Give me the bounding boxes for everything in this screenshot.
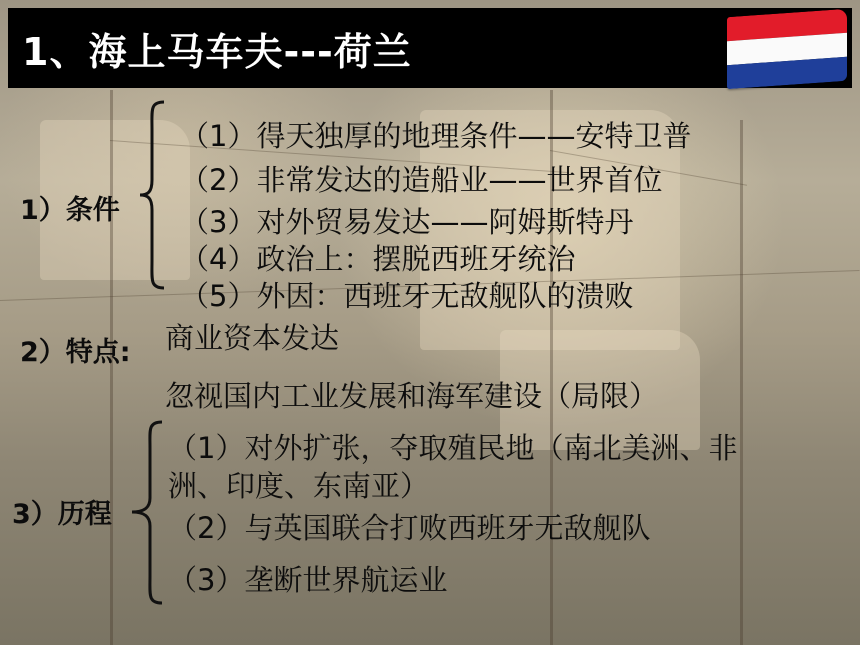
condition-item: （3）对外贸易发达——阿姆斯特丹 bbox=[180, 205, 634, 239]
process-item: 洲、印度、东南亚） bbox=[168, 469, 430, 503]
brace-conditions bbox=[138, 100, 168, 290]
section-label-process: 3）历程 bbox=[12, 499, 112, 530]
feature-item: 忽视国内工业发展和海军建设（局限） bbox=[165, 379, 659, 413]
process-item: （3）垄断世界航运业 bbox=[168, 563, 448, 597]
condition-item: （4）政治上：摆脱西班牙统治 bbox=[180, 242, 576, 276]
section-label-conditions: 1）条件 bbox=[20, 195, 120, 226]
page-title: 1、海上马车夫---荷兰 bbox=[22, 29, 412, 74]
process-item: （2）与英国联合打败西班牙无敌舰队 bbox=[168, 511, 651, 545]
feature-item: 商业资本发达 bbox=[165, 321, 340, 355]
section-label-features: 2）特点: bbox=[20, 337, 131, 368]
condition-item: （2）非常发达的造船业——世界首位 bbox=[180, 163, 663, 197]
process-item: （1）对外扩张，夺取殖民地（南北美洲、非 bbox=[168, 431, 738, 465]
condition-item: （1）得天独厚的地理条件——安特卫普 bbox=[180, 119, 692, 153]
title-bar bbox=[8, 8, 852, 88]
netherlands-flag-icon bbox=[727, 9, 847, 89]
condition-item: （5）外因：西班牙无敌舰队的溃败 bbox=[180, 279, 634, 313]
mast-right bbox=[740, 120, 743, 645]
brace-process bbox=[130, 420, 166, 605]
